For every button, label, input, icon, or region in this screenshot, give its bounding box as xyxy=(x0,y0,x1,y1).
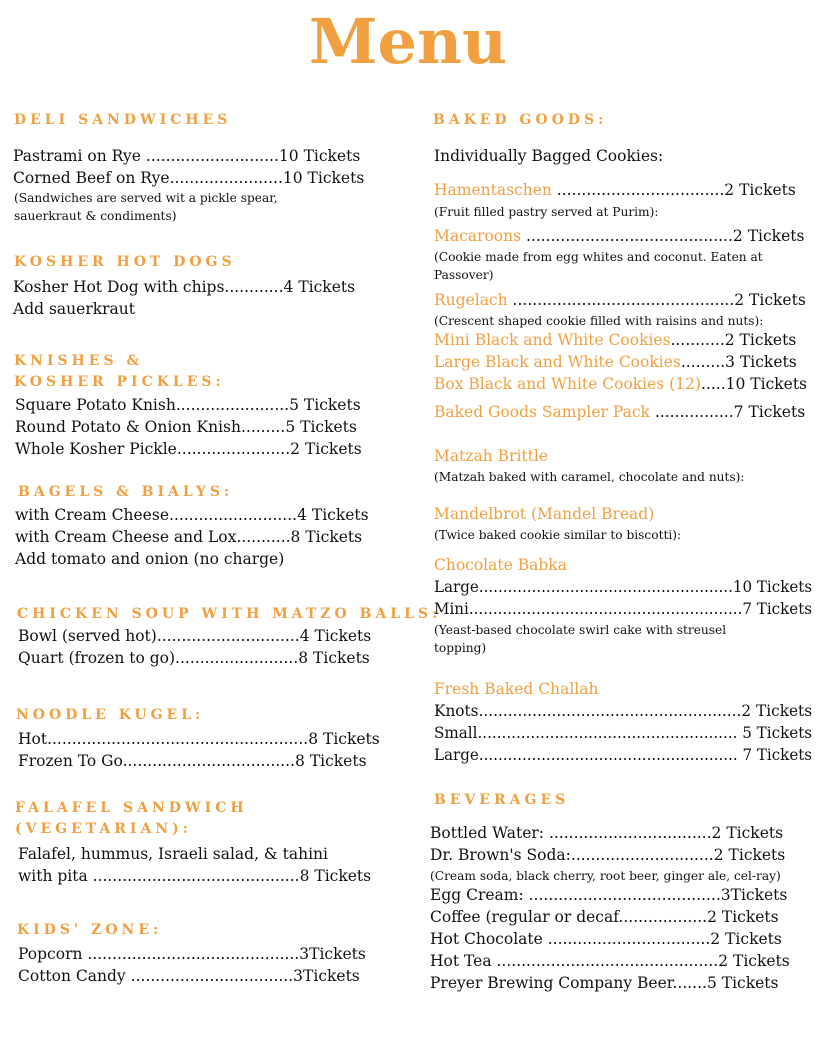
menu-item: Popcorn ...........................................3Tickets xyxy=(18,945,366,963)
section-heading-falafel: (VEGETARIAN): xyxy=(15,821,192,837)
menu-subheading-mandelbrot: Mandelbrot (Mandel Bread) xyxy=(434,505,655,523)
section-heading-knishes: KNISHES & xyxy=(14,353,144,369)
menu-subheading-babka: Chocolate Babka xyxy=(434,556,567,574)
menu-item: with Cream Cheese..........................4 Tickets xyxy=(15,506,369,524)
menu-item: with pita ..........................................8 Tickets xyxy=(18,867,372,885)
section-heading-bagels: BAGELS & BIALYS: xyxy=(18,484,234,500)
menu-item: Egg Cream: .......................................3Tickets xyxy=(430,886,788,904)
section-heading-hot-dogs: KOSHER HOT DOGS xyxy=(14,254,236,270)
menu-item: Add sauerkraut xyxy=(13,300,135,318)
menu-item: Mini.........................................................7 Tickets xyxy=(434,600,813,618)
item-note: (Crescent shaped cookie filled with raisins and nuts): xyxy=(434,314,764,328)
item-note: (Twice baked cookie similar to biscotti): xyxy=(434,528,682,542)
item-note: (Cookie made from egg whites and coconut. Eaten at xyxy=(434,250,763,264)
menu-item: Kosher Hot Dog with chips............4 Tickets xyxy=(13,278,356,296)
section-heading-kugel: NOODLE KUGEL: xyxy=(16,707,205,723)
menu-item: Pastrami on Rye ...........................10 Tickets xyxy=(13,147,361,165)
menu-item: Baked Goods Sampler Pack ................7 Tickets xyxy=(434,403,806,421)
menu-subheading-challah: Fresh Baked Challah xyxy=(434,680,599,698)
menu-item: with Cream Cheese and Lox...........8 Tickets xyxy=(15,528,363,546)
section-heading-baked-goods: BAKED GOODS: xyxy=(433,112,608,128)
menu-item: Corned Beef on Rye.......................10 Tickets xyxy=(13,169,365,187)
page-title: Menu xyxy=(308,5,508,78)
menu-item: Large.....................................................10 Tickets xyxy=(434,578,813,596)
item-note: topping) xyxy=(434,641,487,655)
section-heading-deli: DELI SANDWICHES xyxy=(14,112,232,128)
item-note: (Sandwiches are served wit a pickle spear, xyxy=(14,191,278,205)
menu-item: Bottled Water: .................................2 Tickets xyxy=(430,824,784,842)
menu-item: Falafel, hummus, Israeli salad, & tahini xyxy=(18,845,328,863)
menu-item: Hot.....................................................8 Tickets xyxy=(18,730,380,748)
menu-item: Square Potato Knish.......................5 Tickets xyxy=(15,396,361,414)
section-heading-knishes: KOSHER PICKLES: xyxy=(14,374,225,390)
section-heading-beverages: BEVERAGES xyxy=(434,792,570,808)
menu-item: Round Potato & Onion Knish.........5 Tickets xyxy=(15,418,357,436)
menu-item: Add tomato and onion (no charge) xyxy=(15,550,285,568)
item-note: sauerkraut & condiments) xyxy=(14,209,177,223)
menu-item: Hot Chocolate .................................2 Tickets xyxy=(430,930,782,948)
menu-subheading-matzah-brittle: Matzah Brittle xyxy=(434,447,549,465)
menu-subheading: Individually Bagged Cookies: xyxy=(434,147,664,165)
menu-item: Coffee (regular or decaf..................2 Tickets xyxy=(430,908,779,926)
menu-item: Small...................................................... 5 Tickets xyxy=(434,724,813,742)
menu-item: Knots......................................................2 Tickets xyxy=(434,702,813,720)
menu-item: Whole Kosher Pickle.......................2 Tickets xyxy=(15,440,362,458)
menu-item: Large Black and White Cookies.........3 Tickets xyxy=(434,353,797,371)
item-note: (Cream soda, black cherry, root beer, ginger ale, cel-ray) xyxy=(430,869,781,883)
menu-item: Quart (frozen to go).........................8 Tickets xyxy=(18,649,370,667)
menu-item: Preyer Brewing Company Beer.......5 Tickets xyxy=(430,974,779,992)
section-heading-soup: CHICKEN SOUP WITH MATZO BALLS: xyxy=(17,606,442,622)
menu-item: Large...................................................... 7 Tickets xyxy=(434,746,813,764)
menu-item: Mini Black and White Cookies...........2 Tickets xyxy=(434,331,797,349)
menu-item: Hot Tea .............................................2 Tickets xyxy=(430,952,790,970)
menu-item: Box Black and White Cookies (12).....10 Tickets xyxy=(434,375,808,393)
item-note: Passover) xyxy=(434,268,494,282)
menu-item: Frozen To Go...................................8 Tickets xyxy=(18,752,367,770)
menu-item: Cotton Candy .................................3Tickets xyxy=(18,967,360,985)
item-note: (Yeast-based chocolate swirl cake with streusel xyxy=(434,623,727,637)
menu-item: Hamentaschen ..................................2 Tickets xyxy=(434,181,796,199)
section-heading-kids: KIDS' ZONE: xyxy=(17,922,163,938)
menu-item: Bowl (served hot).............................4 Tickets xyxy=(18,627,372,645)
item-note: (Fruit filled pastry served at Purim): xyxy=(434,205,659,219)
menu-item: Rugelach .............................................2 Tickets xyxy=(434,291,806,309)
menu-item: Dr. Brown's Soda:.............................2 Tickets xyxy=(430,846,786,864)
section-heading-falafel: FALAFEL SANDWICH xyxy=(15,800,248,816)
menu-item: Macaroons ..........................................2 Tickets xyxy=(434,227,805,245)
item-note: (Matzah baked with caramel, chocolate and nuts): xyxy=(434,470,745,484)
